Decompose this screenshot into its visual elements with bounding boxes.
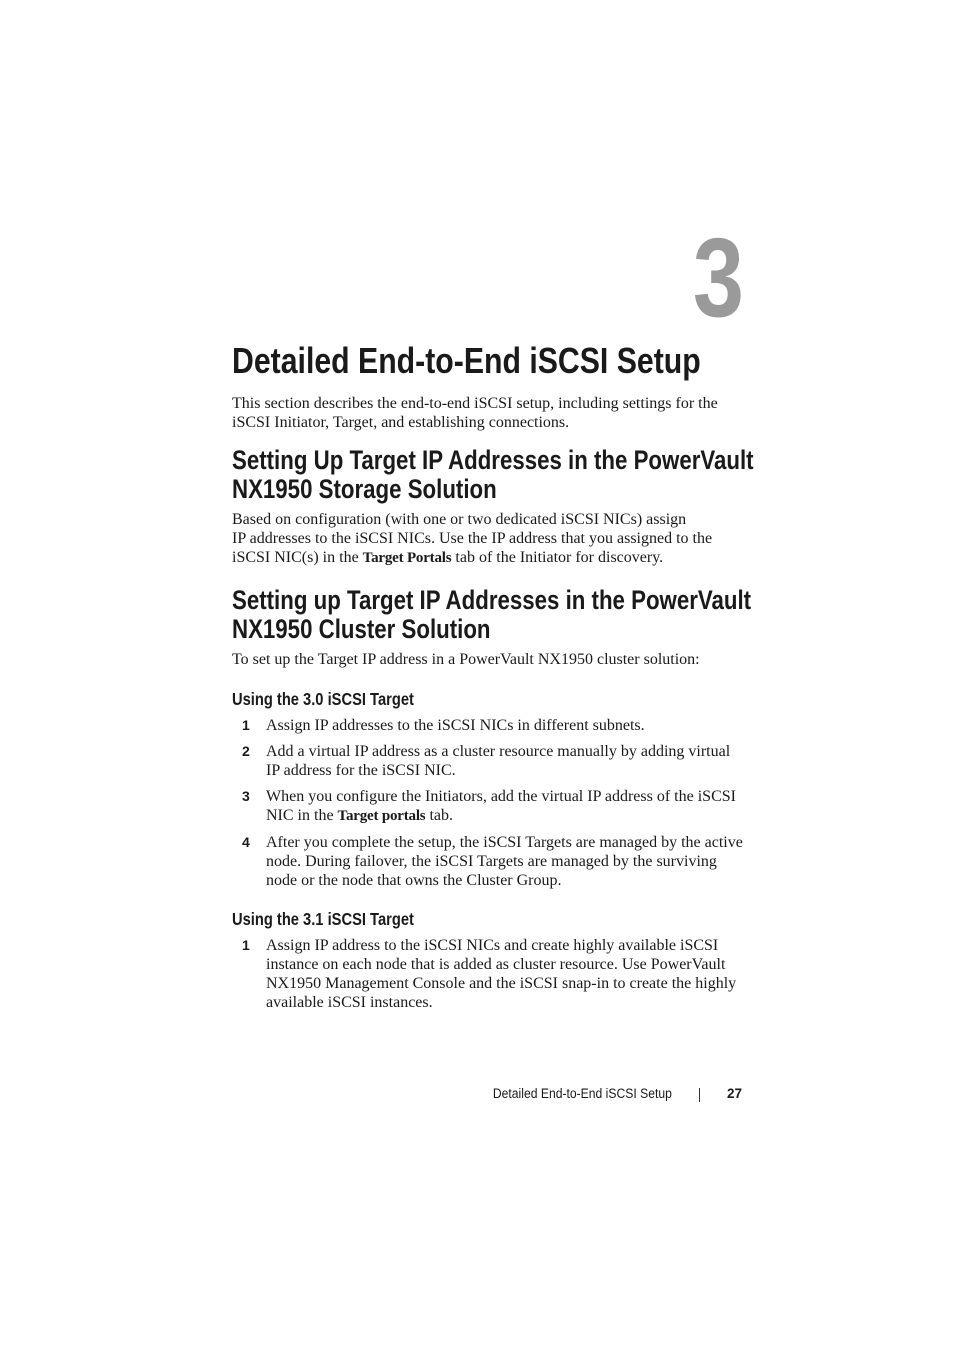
step-number: 1 [242, 937, 250, 953]
chapter-number: 3 [692, 215, 742, 340]
section-heading-cluster-line1: Setting up Target IP Addresses in the PowerVault [232, 585, 752, 615]
step-number: 2 [242, 743, 250, 759]
list-item [232, 716, 744, 735]
list-item [232, 936, 744, 1012]
step-text-part: NIC in the [266, 807, 338, 824]
step-text: Assign IP address to the iSCSI NICs and create highly available iSCSI [266, 937, 719, 954]
para-line: IP addresses to the iSCSI NICs. Use the IP address that you assigned to the [232, 530, 713, 547]
step-text: available iSCSI instances. [266, 994, 433, 1011]
page-footer [232, 1084, 742, 1104]
page-content [232, 338, 754, 1012]
chapter-intro: This section describes the end-to-end iSCSI setup, including settings for the iSCSI Initiator, Target, and establishing connections. [232, 395, 718, 431]
chapter-title: Detailed End-to-End iSCSI Setup [232, 340, 701, 381]
steps-list-31 [232, 936, 744, 1012]
step-text: After you complete the setup, the iSCSI Targets are managed by the active [266, 834, 743, 851]
ui-term-target-portals: Target Portals [362, 550, 452, 566]
step-number: 3 [242, 788, 250, 804]
step-text: IP address for the iSCSI NIC. [266, 762, 456, 779]
subsection-heading-30: Using the 3.0 iSCSI Target [232, 689, 414, 709]
subsection-heading-31: Using the 3.1 iSCSI Target [232, 909, 414, 929]
step-text [266, 806, 744, 826]
step-number: 1 [242, 717, 250, 733]
section-heading-storage-line1: Setting Up Target IP Addresses in the PowerVault [232, 445, 754, 475]
section-heading-storage [232, 445, 754, 504]
section-cluster-intro: To set up the Target IP address in a PowerVault NX1950 cluster solution: [232, 651, 700, 668]
para-text: tab of the Initiator for discovery. [451, 549, 664, 566]
page-number: 27 [726, 1086, 742, 1101]
list-item [232, 787, 744, 826]
step-text: Assign IP addresses to the iSCSI NICs in different subnets. [266, 717, 645, 734]
section-heading-cluster [232, 585, 752, 644]
footer-divider [699, 1088, 700, 1102]
step-text: Add a virtual IP address as a cluster resource manually by adding virtual [266, 743, 731, 760]
step-text: node or the node that owns the Cluster Group. [266, 872, 562, 889]
step-number: 4 [242, 834, 250, 850]
para-text: iSCSI NIC(s) in the [232, 549, 363, 566]
step-text: NX1950 Management Console and the iSCSI snap-in to create the highly [266, 975, 737, 992]
section-storage-paragraph [232, 510, 744, 568]
para-line: Based on configuration (with one or two dedicated iSCSI NICs) assign [232, 511, 687, 528]
steps-list-30 [232, 716, 744, 890]
section-heading-cluster-line2: NX1950 Cluster Solution [232, 614, 491, 644]
step-text: When you configure the Initiators, add the virtual IP address of the iSCSI [266, 788, 736, 805]
step-text: node. During failover, the iSCSI Targets are managed by the surviving [266, 853, 717, 870]
step-text-part: tab. [425, 807, 453, 824]
list-item [232, 833, 744, 890]
step-text: instance on each node that is added as cluster resource. Use PowerVault [266, 956, 726, 973]
list-item [232, 742, 744, 780]
ui-term-target-portals: Target portals [337, 808, 426, 824]
section-heading-storage-line2: NX1950 Storage Solution [232, 474, 497, 504]
footer-title: Detailed End-to-End iSCSI Setup [493, 1086, 672, 1101]
para-line [232, 548, 744, 568]
